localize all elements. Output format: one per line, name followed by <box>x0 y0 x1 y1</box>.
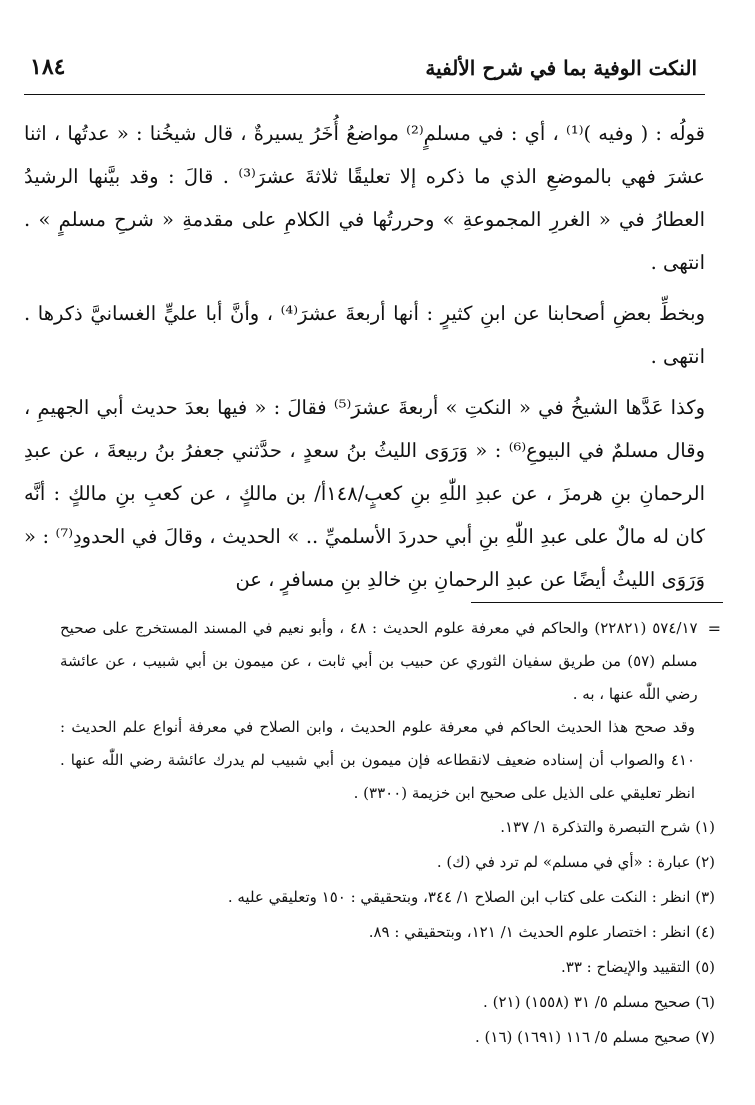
paragraph: وبخطِّ بعضِ أصحابنا عن ابنِ كثيرٍ : أنها أربعةَ عشرَ⁽⁴⁾ ، وأنَّ أبا عليٍّ الغسانيَّ ذكرها . انتهى . <box>24 302 705 368</box>
page-header <box>24 46 705 95</box>
footnote-note: وقد صحح هذا الحديث الحاكم في معرفة علوم الحديث ، وابن الصلاح في معرفة أنواع علم الحديث : ٤١٠ والصواب أن إسناده ضعيف لانقطاعه فإن ميمون بن أبي شبيب لم يدرك عائشة رضي اللّٰه عنها . انظر تعليقي على الذيل على صحيح ابن خزيمة (٣٣٠٠) . <box>60 718 695 802</box>
footnote-item: (٢) عبارة : «أي في مسلم» لم ترد في (ك) . <box>436 853 715 871</box>
continuation-text: ٥٧٤/١٧ (٢٢٨٢١) والحاكم في معرفة علوم الحديث : ٤٨ ، وأبو نعيم في المسند المستخرج على صحيح مسلم (٥٧) من طريق سفيان الثوري عن حبيب بن أبي ثابت ، عن ميمون بن أبي شبيب ، عن عائشة رضي اللّٰه عنها ، به . <box>60 619 698 703</box>
footnotes <box>60 612 721 1055</box>
paragraph: وكذا عَدَّها الشيخُ في « النكتِ » أربعةَ عشرَ⁽⁵⁾ فقالَ : « فيها بعدَ حديث أبي الجهيمِ ، وقال مسلمٌ في البيوعِ⁽⁶⁾ : « وَرَوَى الليثُ بنُ سعدٍ ، حدَّثني جعفرُ بنُ ربيعةَ ، عن عبدِ الرحمانِ بنِ هرمزَ ، عن عبدِ اللّٰهِ بنِ كعبٍ/١٤٨أ/ بن مالكٍ ، عن كعبِ بنِ مالكٍ : أنَّه كان له مالٌ على عبدِ اللّٰهِ بنِ أبي حدردَ الأسلميِّ .. » الحديث ، وقالَ في الحدودِ⁽⁷⁾ : « وَرَوَى الليثُ أيضًا عن عبدِ الرحمانِ بنِ خالدِ بنِ مسافرٍ ، عن <box>24 396 706 591</box>
continuation-marker: = <box>707 619 721 638</box>
footnote-list <box>60 810 721 1055</box>
footnote-item: (٣) انظر : النكت على كتاب ابن الصلاح ١/ ٣٤٤، وبتحقيقي : ١٥٠ وتعليقي عليه . <box>227 888 715 906</box>
footnote-item: (٤) انظر : اختصار علوم الحديث ١/ ١٢١، وبتحقيقي : ٨٩. <box>368 923 715 941</box>
paragraph: قولُه : ( وفيه )⁽¹⁾ ، أي : في مسلمٍ⁽²⁾ مواضعُ أُخَرُ يسيرةٌ ، قال شيخُنا : « عدتُها ، اثنا عشرَ فهي بالموضعِ الذي ما ذكره إلا تعليقًا ثلاثةَ عشرَ⁽³⁾ . قالَ : وقد بيَّنها الرشيدُ العطارُ في « الغررِ المجموعةِ » وحررتُها في الكلامِ على مقدمةِ « شرحِ مسلمٍ » . انتهى . <box>24 122 706 274</box>
footnote-continuation <box>60 612 721 711</box>
footnote-item: (٦) صحيح مسلم ٥/ ٣١ (١٥٥٨) (٢١) . <box>483 993 715 1011</box>
footnote-item: (١) شرح التبصرة والتذكرة ١/ ١٣٧. <box>500 818 715 836</box>
main-text <box>24 112 705 609</box>
footnote-item: (٥) التقييد والإيضاح : ٣٣. <box>561 958 715 976</box>
footnote-item: (٧) صحيح مسلم ٥/ ١١٦ (١٦٩١) (١٦) . <box>475 1028 715 1046</box>
page-number: ١٨٤ <box>30 54 66 80</box>
running-title: النكت الوفية بما في شرح الألفية <box>425 56 697 80</box>
footnote-separator <box>471 602 723 603</box>
